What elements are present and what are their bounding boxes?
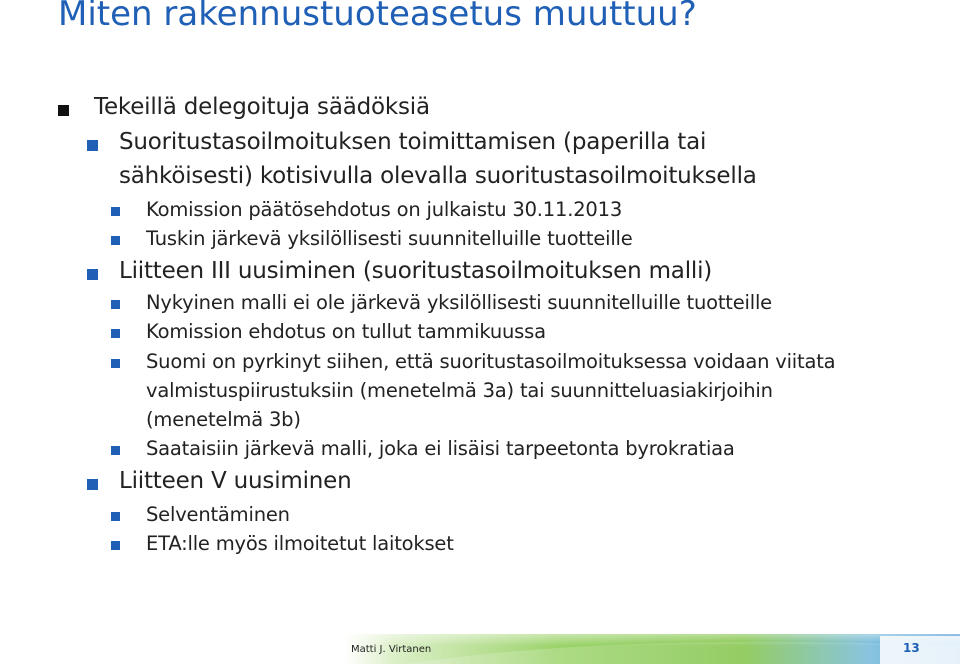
square-bullet-icon xyxy=(87,479,98,490)
square-bullet-icon xyxy=(111,541,120,550)
bullet-item xyxy=(111,291,772,315)
bullet-item xyxy=(111,532,454,556)
bullet-text: Suoritustasoilmoituksen toimittamisen (paperilla tai xyxy=(119,129,707,155)
bullet-item xyxy=(111,198,622,222)
bullet-continuation xyxy=(87,162,757,191)
slide-title: Miten rakennustuoteasetus muuttuu? xyxy=(58,0,697,34)
square-bullet-icon xyxy=(87,269,98,280)
bullet-text: Tuskin järkevä yksilöllisesti suunnitelluille tuotteille xyxy=(146,227,633,250)
square-bullet-icon xyxy=(58,105,69,116)
bullet-text: sähköisesti) kotisivulla olevalla suoritustasoilmoituksella xyxy=(119,163,757,189)
footer-author: Matti J. Virtanen xyxy=(351,644,432,655)
bullet-text: Tekeillä delegoituja säädöksiä xyxy=(94,94,430,120)
bullet-item xyxy=(87,257,712,286)
bullet-continuation xyxy=(111,408,301,432)
bullet-text: Liitteen III uusiminen (suoritustasoilmoituksen malli) xyxy=(119,258,713,284)
square-bullet-icon xyxy=(111,207,120,216)
bullet-item xyxy=(111,437,735,461)
bullet-text: (menetelmä 3b) xyxy=(146,408,301,431)
bullet-item xyxy=(87,467,352,496)
bullet-item xyxy=(111,350,835,374)
square-bullet-icon xyxy=(111,359,120,368)
square-bullet-icon xyxy=(111,446,120,455)
bullet-text: Komission ehdotus on tullut tammikuussa xyxy=(146,320,546,343)
bullet-text: ETA:lle myös ilmoitetut laitokset xyxy=(146,532,454,555)
bullet-item xyxy=(111,227,633,251)
square-bullet-icon xyxy=(87,140,98,151)
bullet-text: valmistuspiirustuksiin (menetelmä 3a) tai suunnitteluasiakirjoihin xyxy=(146,379,773,402)
footer-band xyxy=(345,634,960,664)
bullet-item xyxy=(111,503,290,527)
bullet-text: Suomi on pyrkinyt siihen, että suoritustasoilmoituksessa voidaan viitata xyxy=(146,350,836,373)
footer-gradient-graphic xyxy=(345,634,960,664)
bullet-text: Nykyinen malli ei ole järkevä yksilöllisesti suunnitelluille tuotteille xyxy=(146,291,772,314)
bullet-text: Liitteen V uusiminen xyxy=(119,468,352,494)
square-bullet-icon xyxy=(111,300,120,309)
square-bullet-icon xyxy=(111,236,120,245)
bullet-item xyxy=(111,320,546,344)
bullet-continuation xyxy=(111,379,773,403)
square-bullet-icon xyxy=(111,512,120,521)
page-number: 13 xyxy=(903,641,920,655)
bullet-item xyxy=(58,93,430,122)
bullet-text: Saataisiin järkevä malli, joka ei lisäisi tarpeetonta byrokratiaa xyxy=(146,437,735,460)
bullet-text: Selventäminen xyxy=(146,503,290,526)
square-bullet-icon xyxy=(111,329,120,338)
bullet-item xyxy=(87,128,706,157)
bullet-text: Komission päätösehdotus on julkaistu 30.11.2013 xyxy=(146,198,623,221)
